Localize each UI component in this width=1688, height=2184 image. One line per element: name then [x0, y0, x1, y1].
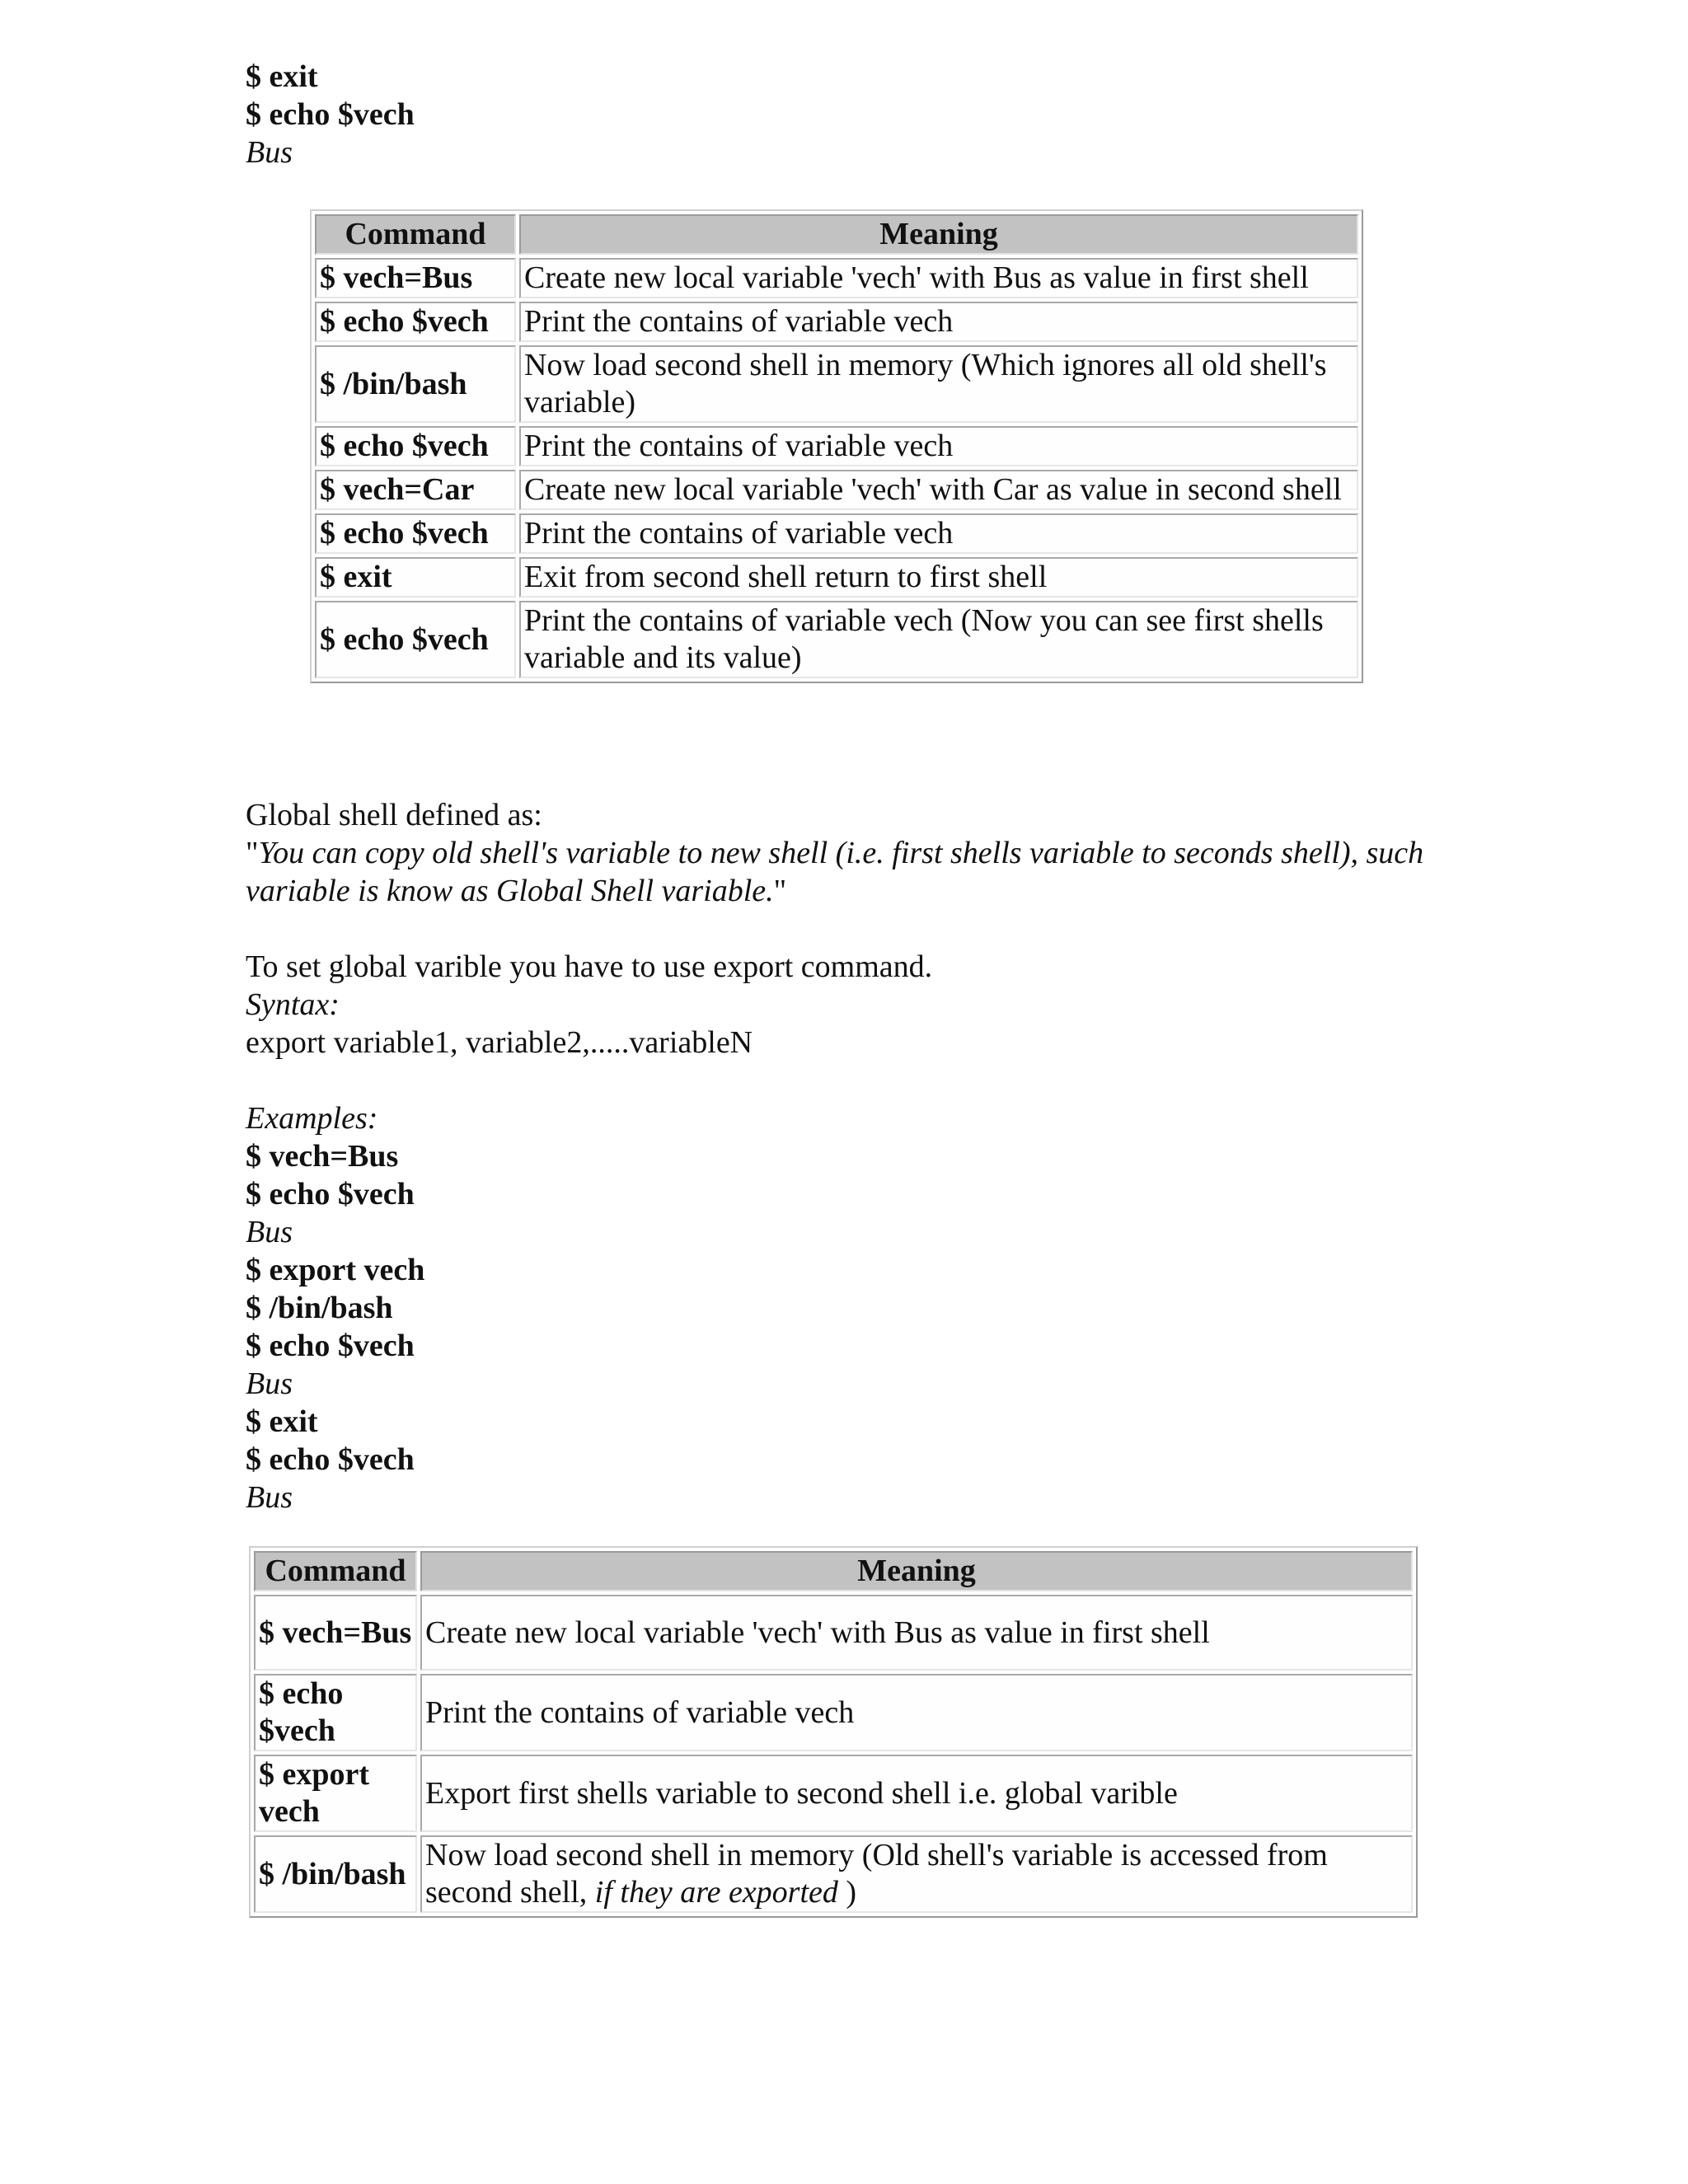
- command-cell: $ vech=Car: [315, 470, 516, 510]
- table-row: [315, 601, 1358, 678]
- table-row: [315, 557, 1358, 598]
- global-variable-table: [249, 1546, 1418, 1918]
- command-cell: $ export vech: [254, 1755, 417, 1832]
- command-cell: $ vech=Bus: [254, 1595, 417, 1671]
- examples-label: Examples:: [246, 1101, 378, 1136]
- command-line: $ /bin/bash: [246, 1291, 393, 1325]
- output-line: Bus: [246, 1366, 293, 1401]
- table-row: [315, 345, 1358, 423]
- output-line: Bus: [246, 1215, 293, 1249]
- meaning-cell: Create new local variable 'vech' with Bus as value in first shell: [420, 1595, 1413, 1671]
- meaning-cell: Create new local variable 'vech' with Car as value in second shell: [519, 470, 1358, 510]
- output-line: Bus: [246, 1480, 293, 1515]
- table-row: [315, 426, 1358, 466]
- command-cell: $ vech=Bus: [315, 258, 516, 298]
- command-line: $ echo $vech: [246, 1442, 415, 1477]
- meaning-cell: Exit from second shell return to first shell: [519, 557, 1358, 598]
- meaning-cell: Print the contains of variable vech: [519, 513, 1358, 554]
- definition-quote-text: You can copy old shell's variable to new shell (i.e. first shells variable to seconds shell), such variable is know as Global Shell variable.: [246, 836, 1424, 908]
- syntax-text: export variable1, variable2,.....variableN: [246, 1025, 753, 1060]
- meaning-cell: Print the contains of variable vech: [519, 302, 1358, 342]
- meaning-cell: Print the contains of variable vech: [420, 1674, 1413, 1751]
- command-cell: $ exit: [315, 557, 516, 598]
- table-row: [315, 470, 1358, 510]
- command-cell: $ echo $vech: [315, 601, 516, 678]
- table-row: [315, 258, 1358, 298]
- syntax-section: [246, 948, 932, 1062]
- examples-lines: [246, 1137, 424, 1516]
- intro-commands: [246, 58, 415, 171]
- command-cell: $ echo $vech: [315, 513, 516, 554]
- syntax-intro: To set global varible you have to use export command.: [246, 949, 933, 984]
- meaning-cell: Print the contains of variable vech: [519, 426, 1358, 466]
- table-row: [254, 1755, 1413, 1832]
- table-header-meaning: Meaning: [420, 1551, 1413, 1591]
- command-cell: $ echo $vech: [315, 426, 516, 466]
- command-line: $ export vech: [246, 1253, 425, 1287]
- table-header-command: Command: [315, 214, 516, 255]
- table-header-command: Command: [254, 1551, 417, 1591]
- table-header-meaning: Meaning: [519, 214, 1358, 255]
- examples-section: [246, 1099, 424, 1516]
- local-variable-table: [310, 209, 1363, 683]
- command-line: $ echo $vech: [246, 1329, 415, 1363]
- command-line: $ echo $vech: [246, 1177, 415, 1212]
- table-row: [315, 302, 1358, 342]
- table-row: [254, 1835, 1413, 1913]
- command-cell: $ /bin/bash: [254, 1835, 417, 1913]
- command-line: $ exit: [246, 59, 318, 94]
- meaning-cell: Now load second shell in memory (Old shell's variable is accessed from second shell, if they are exported ): [420, 1835, 1413, 1913]
- table-row: [254, 1595, 1413, 1671]
- command-line: $ vech=Bus: [246, 1139, 399, 1174]
- definition-heading: Global shell defined as:: [246, 798, 542, 832]
- meaning-cell: Export first shells variable to second shell i.e. global varible: [420, 1755, 1413, 1832]
- table-row: [254, 1674, 1413, 1751]
- command-cell: $ /bin/bash: [315, 345, 516, 423]
- command-line: $ echo $vech: [246, 97, 415, 132]
- output-line: Bus: [246, 135, 293, 170]
- meaning-cell: Now load second shell in memory (Which ignores all old shell's variable): [519, 345, 1358, 423]
- command-line: $ exit: [246, 1404, 318, 1439]
- table-row: [315, 513, 1358, 554]
- definition-quote: "You can copy old shell's variable to new shell (i.e. first shells variable to seconds shell), such variable is know as Global Shell variable.": [246, 836, 1424, 908]
- meaning-cell: Print the contains of variable vech (Now you can see first shells variable and its value): [519, 601, 1358, 678]
- syntax-label: Syntax:: [246, 987, 340, 1022]
- global-definition: [246, 796, 1449, 910]
- meaning-cell: Create new local variable 'vech' with Bus as value in first shell: [519, 258, 1358, 298]
- command-cell: $ echo $vech: [254, 1674, 417, 1751]
- command-cell: $ echo $vech: [315, 302, 516, 342]
